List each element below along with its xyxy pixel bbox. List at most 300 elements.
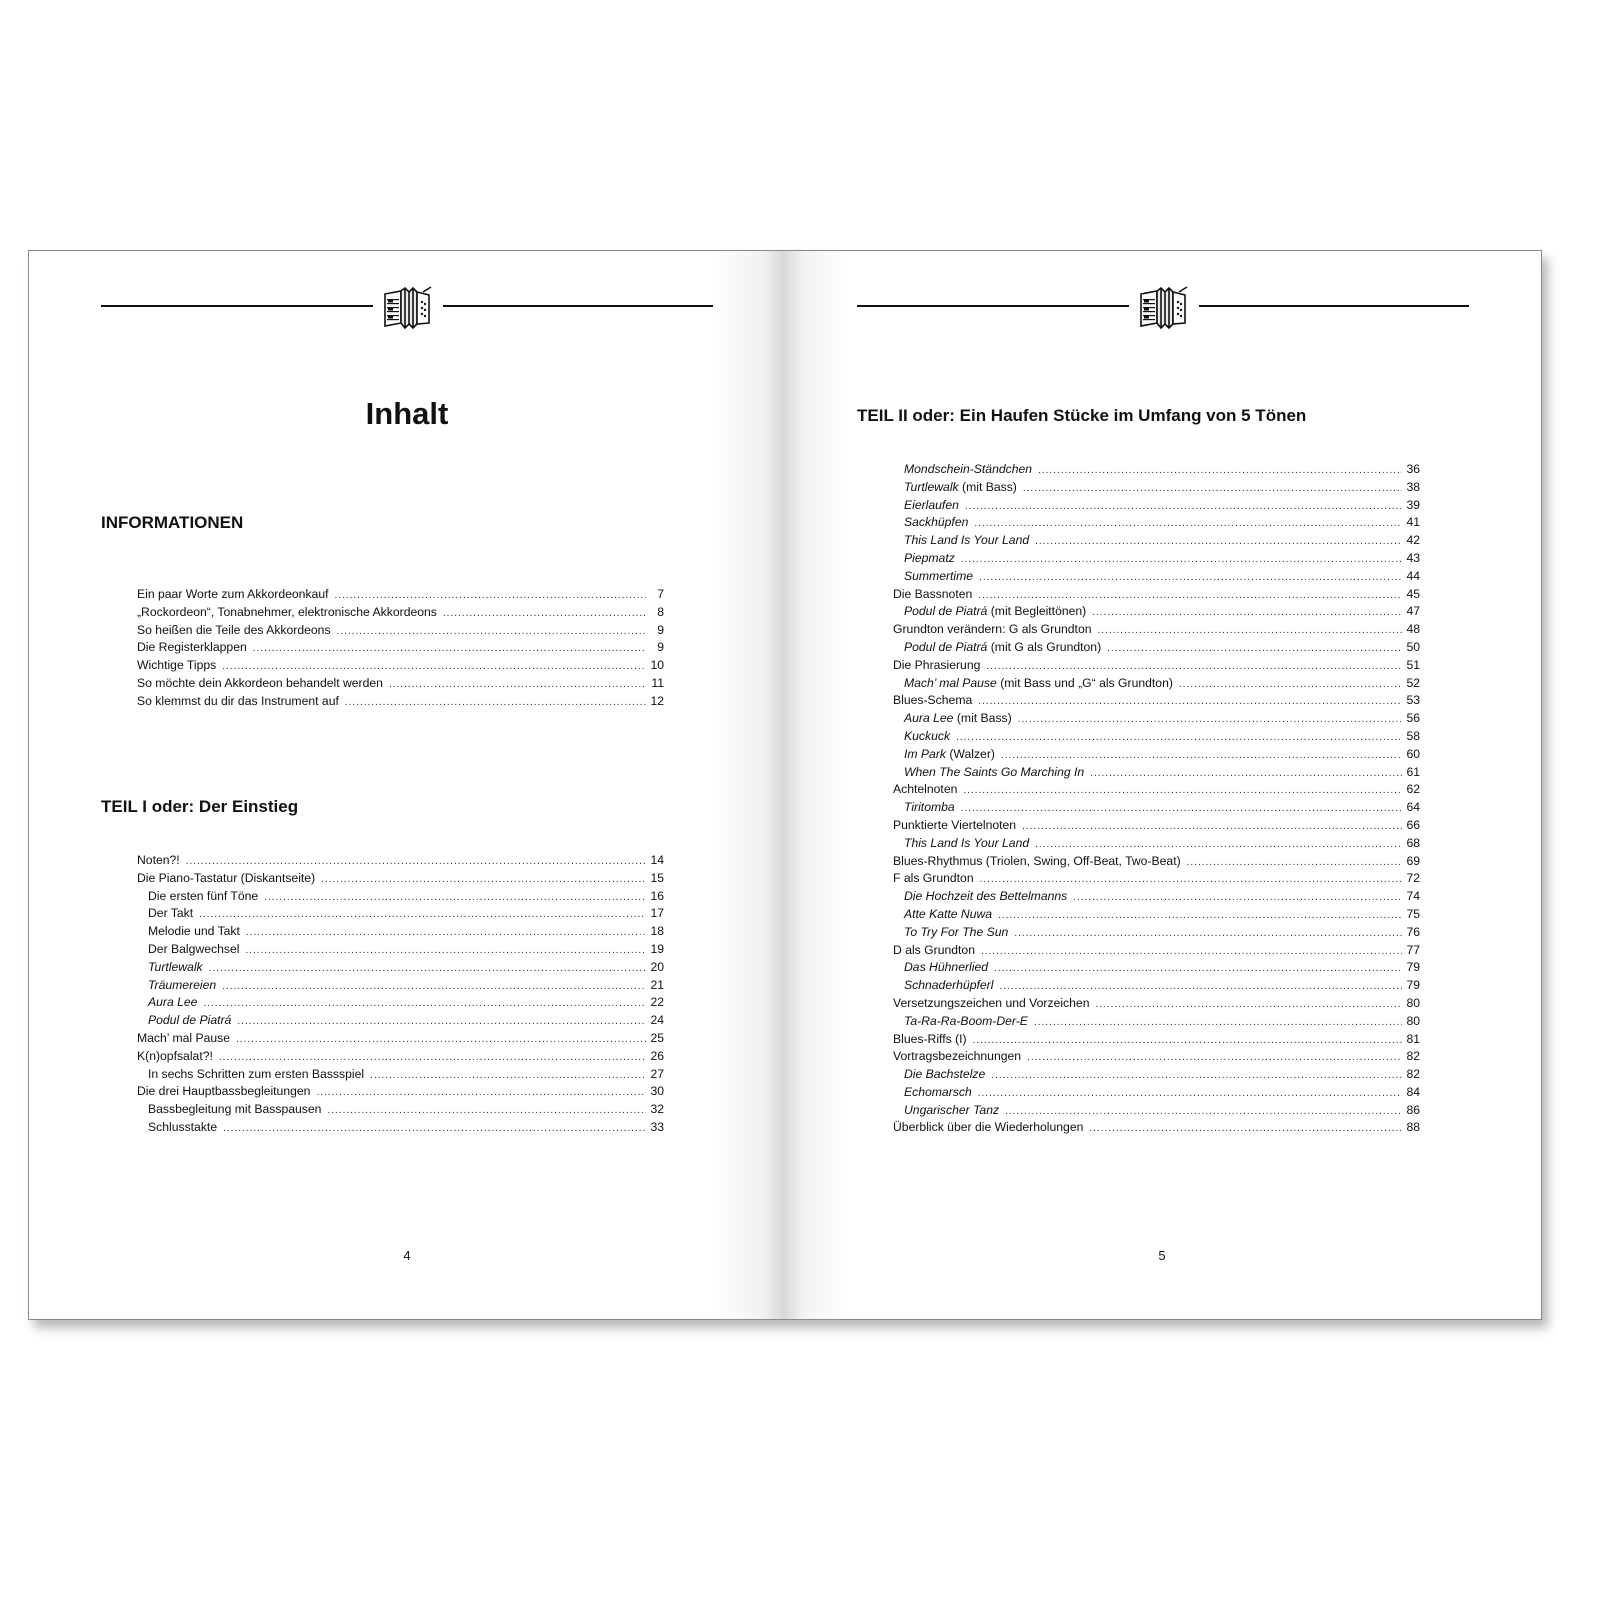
toc-entry [137,1120,664,1138]
toc-entry-page: 36 [1406,462,1420,476]
toc-entry-title-part: Die Bassnoten [893,586,973,601]
toc-entry-page: 79 [1406,978,1420,993]
toc-entry-title [904,978,993,992]
toc-entry-title [137,871,315,885]
toc-entry-title-part: Melodie und Takt [148,924,240,939]
gutter-shadow [785,251,845,1319]
toc-entry-title [904,1014,1028,1028]
dot-leader [999,981,1402,992]
toc-entry [137,871,664,889]
toc-entry-title-part: This Land Is Your Land [904,835,1030,850]
toc-entry-title-part: Der Takt [148,906,194,921]
toc-entry-title-part: Die Hochzeit des Bettelmanns [904,889,1068,904]
toc-entry [893,515,1420,533]
left-page [29,251,785,1319]
toc-entry-title-part: Überblick über die Wiederholungen [893,1120,1084,1135]
toc-entry-page: 42 [1406,533,1420,548]
section-heading-teil-2: TEIL II oder: Ein Haufen Stücke im Umfang von 5 Tönen [857,406,1307,425]
toc-entry-title [904,1067,985,1081]
toc-entry-title-part: Achtelnoten [893,782,958,797]
toc-entry [137,889,664,907]
toc-entry-page: 88 [1406,1120,1420,1135]
toc-entry [137,1084,664,1102]
toc-entry-page: 84 [1406,1084,1420,1099]
toc-entry [893,854,1420,872]
toc-entry-title-part: Turtlewalk [904,479,959,494]
dot-leader [370,1070,646,1081]
toc-entry-title-part: Blues-Schema [893,693,973,708]
toc-entry-title [904,1085,972,1099]
toc-entry [137,995,664,1013]
toc-entry-title [137,640,247,654]
dot-leader [389,679,646,690]
toc-entry-page: 75 [1406,906,1420,921]
ornament-rule-right [443,305,713,307]
toc-entry-page: 47 [1406,604,1420,619]
toc-entry-title-part: (Walzer) [945,746,995,761]
toc-entry-title-part: Die Registerklappen [137,640,247,655]
toc-entry-title [148,906,193,920]
toc-entry [137,640,664,658]
dot-leader [1092,607,1402,618]
toc-entry-title [137,1031,230,1045]
toc-entry-title [148,1013,231,1027]
toc-entry-title [904,747,995,761]
toc-entry-page: 60 [1406,746,1420,761]
dot-leader [1090,768,1402,779]
toc-entry [893,960,1420,978]
toc-entry-title-part: Mondschein-Ständchen [904,462,1033,476]
toc-entry-page: 50 [1406,639,1420,654]
page-title: Inhalt [365,396,449,431]
dot-leader [981,946,1402,957]
toc-entry [893,765,1420,783]
dot-leader [956,732,1402,743]
toc-entry-title [893,1120,1083,1134]
dot-leader [223,1123,646,1134]
toc-entry-page: 56 [1406,711,1420,726]
toc-entry-page: 43 [1406,550,1420,565]
dot-leader [973,1035,1402,1046]
toc-entry-page: 76 [1406,924,1420,939]
toc-entry [893,569,1420,587]
toc-entry-page: 44 [1406,568,1420,583]
dot-leader [327,1105,646,1116]
toc-entry-title-part: Vortragsbezeichnungen [893,1049,1022,1064]
toc-entry-title-part: Träumereien [148,977,217,992]
toc-entry-page: 39 [1406,497,1420,512]
toc-list-informationen [137,587,664,712]
toc-entry [137,906,664,924]
toc-entry [137,1102,664,1120]
dot-leader [998,910,1402,921]
dot-leader [1096,999,1403,1010]
dot-leader [1027,1052,1402,1063]
dot-leader [316,1087,646,1098]
dot-leader [186,856,646,867]
toc-entry-title-part: Aura Lee [904,711,954,726]
toc-entry-title [137,587,329,601]
toc-entry-page: 52 [1406,675,1420,690]
toc-entry [893,1014,1420,1032]
toc-entry-title [148,978,216,992]
toc-entry [893,800,1420,818]
toc-entry [893,925,1420,943]
dot-leader [1005,1106,1402,1117]
toc-entry-title [893,1032,967,1046]
ornament-rule-right [1199,305,1469,307]
toc-entry-title-part: So heißen die Teile des Akkordeons [137,622,331,637]
toc-entry-page: 41 [1406,515,1420,530]
toc-entry [137,960,664,978]
toc-entry [893,729,1420,747]
toc-entry-page: 15 [650,870,664,885]
dot-leader [199,909,646,920]
toc-entry-title [904,925,1008,939]
toc-entry-title [904,889,1067,903]
toc-entry-page: 14 [650,853,664,867]
toc-entry-title-part: This Land Is Your Land [904,533,1030,548]
ornament-rule-left [101,305,373,307]
toc-list-teil-1 [137,853,664,1138]
dot-leader [1098,625,1403,636]
dot-leader [246,927,646,938]
dot-leader [978,590,1402,601]
toc-entry [137,942,664,960]
toc-entry-page: 18 [650,924,664,939]
toc-entry-title-part: Blues-Riffs (I) [893,1031,967,1046]
header-ornament [101,284,713,330]
toc-entry-title-part: Die drei Hauptbassbegleitungen [137,1084,311,1099]
toc-entry-title [904,498,959,512]
dot-leader [1035,536,1402,547]
toc-entry-title-part: (mit Bass und „G“ als Grundton) [996,675,1173,690]
toc-entry [893,818,1420,836]
toc-entry-title-part: Summertime [904,568,974,583]
toc-entry-page: 64 [1406,800,1420,815]
toc-entry-title [137,853,180,867]
toc-entry-title [893,818,1016,832]
toc-entry-page: 72 [1406,871,1420,886]
toc-entry-page: 79 [1406,960,1420,975]
toc-entry-title-part: Ungarischer Tanz [904,1102,1000,1117]
toc-entry-title-part: (mit Begleittönen) [987,604,1087,619]
toc-entry-title-part: Echomarsch [904,1084,972,1099]
toc-entry-title-part: Grundton verändern: G als Grundton [893,622,1092,637]
toc-entry-title [893,943,975,957]
toc-entry-title [904,765,1084,779]
toc-entry-page: 82 [1406,1049,1420,1064]
toc-entry-page: 53 [1406,693,1420,708]
dot-leader [335,590,647,601]
toc-entry-page: 48 [1406,622,1420,637]
toc-entry [893,498,1420,516]
toc-entry [893,1103,1420,1121]
toc-entry [137,587,664,605]
toc-entry [137,605,664,623]
toc-entry-page: 16 [650,888,664,903]
toc-entry [893,943,1420,961]
toc-entry [893,622,1420,640]
toc-entry-title [148,1102,321,1116]
toc-entry-title [904,800,955,814]
toc-entry-page: 74 [1406,889,1420,904]
toc-entry [893,1085,1420,1103]
toc-entry-page: 20 [650,959,664,974]
dot-leader [994,963,1402,974]
toc-entry-title [893,871,974,885]
toc-entry-page: 45 [1406,586,1420,601]
toc-entry-page: 22 [650,995,664,1010]
toc-entry-title-part: Podul de Piatrá [148,1013,232,1028]
toc-entry-title [137,623,331,637]
toc-entry-title [904,533,1029,547]
toc-entry-title-part: Punktierte Viertelnoten [893,817,1017,832]
toc-entry-title-part: Eierlaufen [904,497,959,512]
toc-list-teil-2 [893,462,1420,1138]
dot-leader [443,608,646,619]
toc-entry-page: 81 [1406,1031,1420,1046]
dot-leader [253,643,646,654]
toc-entry [893,996,1420,1014]
section-heading-teil-1: TEIL I oder: Der Einstieg [101,797,299,816]
toc-entry [893,462,1420,480]
toc-entry [137,694,664,712]
toc-entry-title-part: Ein paar Worte zum Akkordeonkauf [137,587,329,601]
dot-leader [219,1052,646,1063]
toc-entry-title [904,569,973,583]
dot-leader [1038,465,1402,476]
toc-entry [893,640,1420,658]
toc-entry-page: 30 [650,1084,664,1099]
toc-entry [893,480,1420,498]
toc-entry-title-part: Mach’ mal Pause [137,1030,231,1045]
toc-entry-title [148,1120,217,1134]
dot-leader [345,697,646,708]
toc-entry-title-part: Die Phrasierung [893,657,981,672]
toc-entry-title [904,551,955,565]
header-ornament [857,284,1469,330]
toc-entry-page: 17 [650,906,664,921]
toc-entry-title-part: Ta-Ra-Ra-Boom-Der-E [904,1013,1028,1028]
toc-entry [893,889,1420,907]
toc-entry [893,1049,1420,1067]
toc-entry-title-part: So klemmst du dir das Instrument auf [137,693,339,708]
dot-leader [1018,714,1402,725]
toc-entry-title [148,889,258,903]
toc-entry [893,587,1420,605]
dot-leader [236,1034,646,1045]
toc-entry [893,1067,1420,1085]
toc-entry-title-part: Wichtige Tipps [137,658,217,673]
toc-entry-page: 77 [1406,942,1420,957]
toc-entry-page: 24 [650,1013,664,1028]
dot-leader [1001,750,1402,761]
toc-entry-title [904,640,1101,654]
toc-entry [137,924,664,942]
toc-entry-page: 10 [650,658,664,673]
toc-entry-page: 82 [1406,1067,1420,1082]
toc-entry [893,676,1420,694]
dot-leader [965,501,1402,512]
dot-leader [980,874,1402,885]
toc-entry-title [904,515,968,529]
toc-entry-title [137,1084,310,1098]
toc-entry-page: 11 [651,675,664,690]
toc-entry-title [904,1103,999,1117]
toc-entry-title-part: Versetzungszeichen und Vorzeichen [893,995,1090,1010]
toc-entry-title-part: (mit Bass) [958,479,1017,494]
dot-leader [1035,839,1402,850]
toc-entry-page: 80 [1406,1013,1420,1028]
toc-entry-title [904,729,950,743]
toc-entry-title [904,480,1017,494]
toc-entry-title [893,1049,1021,1063]
dot-leader [979,572,1402,583]
toc-entry [137,1013,664,1031]
toc-entry [893,711,1420,729]
toc-entry-title [893,658,980,672]
toc-entry-page: 21 [650,977,664,992]
toc-entry-page: 58 [1406,728,1420,743]
dot-leader [245,945,646,956]
dot-leader [222,661,646,672]
toc-entry [137,1049,664,1067]
dot-leader [963,785,1402,796]
dot-leader [978,1088,1402,1099]
section-heading-informationen: INFORMATIONEN [101,513,244,532]
dot-leader [991,1070,1402,1081]
dot-leader [337,626,646,637]
toc-entry-title [904,836,1029,850]
dot-leader [209,963,646,974]
toc-entry-title-part: Der Balgwechsel [148,941,240,956]
toc-entry-title [893,782,957,796]
dot-leader [203,998,646,1009]
toc-entry-title-part: When The Saints Go Marching In [904,764,1085,779]
toc-entry-title [893,587,972,601]
toc-entry [137,658,664,676]
toc-entry-page: 26 [650,1048,664,1063]
dot-leader [986,661,1402,672]
toc-entry-page: 7 [657,587,664,601]
dot-leader [1073,892,1402,903]
toc-entry-title [904,711,1012,725]
toc-entry [893,1032,1420,1050]
right-page [785,251,1541,1319]
toc-entry [893,658,1420,676]
toc-entry-title [148,924,240,938]
toc-entry-title [148,1067,364,1081]
toc-entry-page: 12 [650,693,664,708]
toc-entry-title [904,462,1032,476]
toc-entry-title-part: Kuckuck [904,728,951,743]
toc-entry-page: 27 [650,1066,664,1081]
page-number: 4 [403,1248,411,1263]
toc-entry-page: 68 [1406,835,1420,850]
dot-leader [237,1016,646,1027]
toc-entry-title [137,1049,213,1063]
dot-leader [1014,928,1402,939]
toc-entry-page: 8 [657,604,664,619]
toc-entry-title-part: Schnaderhüpferl [904,978,994,993]
accordion-icon [1135,284,1191,330]
toc-entry-title-part: Aura Lee [148,995,198,1010]
toc-entry-title-part: D als Grundton [893,942,975,957]
toc-entry-title-part: (mit Bass) [953,711,1012,726]
toc-entry-title [137,605,437,619]
toc-entry-title [893,996,1090,1010]
toc-entry-title-part: K(n)opfsalat?! [137,1048,213,1063]
toc-entry-title-part: Die Piano-Tastatur (Diskantseite) [137,870,316,885]
accordion-icon [379,284,435,330]
toc-entry [137,676,664,694]
toc-entry [893,533,1420,551]
toc-entry-title-part: Die ersten fünf Töne [148,888,259,903]
toc-entry [893,978,1420,996]
toc-entry [893,693,1420,711]
dot-leader [978,696,1402,707]
toc-entry [893,836,1420,854]
toc-entry-page: 19 [650,941,664,956]
toc-entry [137,853,664,871]
toc-entry-title [148,960,203,974]
toc-entry-title-part: Mach’ mal Pause [904,675,997,690]
toc-entry-title-part: Das Hühnerlied [904,960,989,975]
toc-entry-title-part: Atte Katte Nuwa [904,906,993,921]
toc-entry-title [148,995,197,1009]
dot-leader [222,981,646,992]
dot-leader [1187,857,1402,868]
dot-leader [1089,1123,1402,1134]
toc-entry [893,782,1420,800]
toc-entry [893,907,1420,925]
toc-entry-title [137,694,339,708]
toc-entry-title-part: Tiritomba [904,800,955,815]
toc-entry-title [893,854,1181,868]
toc-entry-title-part: Podul de Piatrá [904,604,988,619]
dot-leader [974,518,1402,529]
ornament-rule-left [857,305,1129,307]
dot-leader [961,554,1402,565]
toc-entry-title [137,658,216,672]
toc-entry-page: 32 [650,1102,664,1117]
toc-entry-page: 66 [1406,817,1420,832]
dot-leader [264,892,646,903]
toc-entry-title [904,960,988,974]
dot-leader [1022,821,1402,832]
toc-entry [893,551,1420,569]
toc-entry-page: 80 [1406,995,1420,1010]
toc-entry-title-part: So möchte dein Akkordeon behandelt werden [137,675,383,690]
toc-entry-page: 9 [657,622,664,637]
toc-entry-page: 61 [1406,764,1420,779]
toc-entry [893,747,1420,765]
page-number: 5 [1158,1248,1166,1263]
toc-entry-title [904,604,1086,618]
toc-entry-page: 9 [657,640,664,655]
toc-entry-page: 69 [1406,853,1420,868]
toc-entry-title-part: To Try For The Sun [904,924,1009,939]
toc-entry-title [904,907,992,921]
toc-entry-title [137,676,383,690]
toc-entry-page: 38 [1406,479,1420,494]
toc-entry-title [893,622,1092,636]
toc-entry-title-part: (mit G als Grundton) [987,639,1102,654]
dot-leader [961,803,1402,814]
toc-entry-title-part: Blues-Rhythmus (Triolen, Swing, Off-Beat, Two-Beat) [893,853,1181,868]
toc-entry-title-part: Schlusstakte [148,1119,218,1134]
